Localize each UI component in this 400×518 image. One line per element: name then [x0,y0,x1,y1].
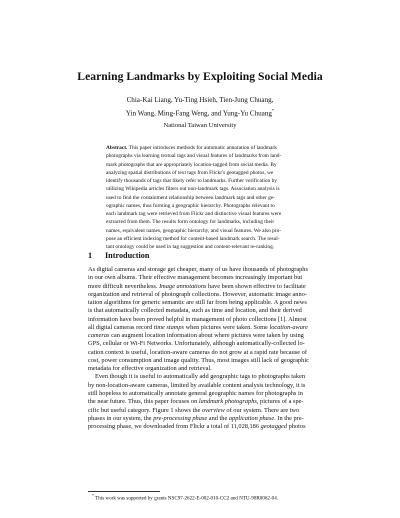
paragraph-1-line [88,291,314,299]
body-text [88,266,314,431]
paragraph-2-line [88,382,314,390]
author-list [0,96,400,119]
italic-term: location-aware [269,323,308,331]
abstract-line-text: photographs via learning textual tags and visual features of landmarks from land- [106,153,282,160]
footnote-text: This work was supported by grants NSC97-2622-E-002-010-CC2 and NTU-98R0062-04. [95,495,279,502]
paragraph-2-line [88,407,314,415]
section-title: Introduction [105,251,150,260]
abstract-line [106,202,296,210]
paragraph-1-line [88,307,314,315]
abstract-line-text: utilizing Wikipedia articles filters out non-landmark tags. Association analysis is [106,186,280,193]
paragraph-1-line [88,283,314,291]
text-run: tation algorithms for generic semantic are still far from being applicable. A good news [88,299,307,307]
abstract-line [106,169,296,177]
footnote-mark: * [92,494,94,498]
authors-line-1: Chia-Kai Liang, Yu-Ting Hsieh, Tien-Jung Chuang, [126,96,274,104]
abstract-line [106,218,296,226]
abstract-line-text: ographic names, thus forming a geographic hierarchy. Photographs relevant to [106,202,275,209]
abstract-line [106,152,296,160]
italic-term: pre-processing phase [153,414,208,422]
abstract-line-text: each landmark tag were retrieved from Flickr and distinctive visual features were [106,211,282,217]
text-run: can augment location information about where pictures were taken by using [109,332,304,340]
paragraph-2-line [88,373,314,381]
paragraph-1-line [88,274,314,282]
abstract-line [106,185,296,193]
italic-term: overview [201,406,225,414]
authors-line-2 [0,106,400,119]
abstract-line [106,144,296,152]
abstract-line-text: analyzing spatial distributions of text tags from Flickr's geotagged photos, we [106,169,274,176]
section-number: 1 [88,251,93,260]
text-run: . In the pre- [274,414,304,422]
paper-title: Learning Landmarks by Exploiting Social Media [77,70,323,83]
abstract-line [106,235,296,243]
paragraph-1-line [88,365,314,373]
abstract-line-text: pose an efficient indexing method for content-based landmark search. The resul- [106,235,280,242]
text-run: As digital cameras and storage get cheaper, many of us have thousands of photographs [88,266,308,273]
abstract-line [106,243,296,251]
authors-line-2-text: Yin Wang, Ming-Fang Weng, and Yung-Yu Chuang [125,108,272,117]
author-footnote-mark: * [271,107,275,113]
abstract [106,144,296,251]
abstract-line-text: names, equivalent names, geographic hierarchy, and visual features. We also pro- [106,227,282,234]
abstract-line-text: mark photographs that are appropriately location-tagged from social media. By [106,161,277,168]
abstract-line-text: tant ontology could be used in tag suggestion and content-relevant re-ranking. [106,244,275,250]
section-heading [88,251,149,260]
abstract-line-text: This paper introduces methods for automatic annotation of landmark [128,145,277,151]
abstract-line [106,227,296,235]
italic-term: application phase [228,414,275,422]
paragraph-1-line [88,299,314,307]
paragraph-2-line [88,423,314,431]
text-run: all digital cameras record [88,323,154,331]
text-run: in our own albums. Their effective management becomes increasingly important but [88,274,303,282]
paragraph-1-line [88,340,314,348]
abstract-label: Abstract. [106,145,128,151]
text-run: is that automatically collected metadata, such as time and location, and their derived [88,307,302,315]
abstract-line [106,161,296,169]
abstract-line-text: extracted from them. The results form ontology for landmarks, including their [106,219,275,226]
text-run: of our system. There are two [224,406,300,414]
text-run: cation context is useful, location-aware cameras do not grow at a rapid rate because of [88,348,307,356]
text-run: by non-location-aware cameras, limited by available content analysis technology, it is [88,381,306,389]
paragraph-1-line [88,349,314,357]
abstract-line [106,210,296,218]
paragraph-1-line [88,357,314,365]
footnote [92,494,278,502]
abstract-line-text: identify thousands of tags that likely refer to landmarks. Further verification by [106,178,277,184]
italic-term: cameras [88,332,110,340]
text-run: and the [207,414,229,422]
text-run: cific but useful category. Figure 1 shows the [88,406,202,414]
text-run: Even though it is useful to automatically add geographic tags to photographs taken [95,373,306,381]
paragraph-1-line [88,324,314,332]
italic-term: time stamps [153,323,185,331]
italic-term: landmark photographs [198,398,257,406]
text-run: cost, power consumption and image quality. Thus, most images still lack of geographic [88,356,309,364]
abstract-line [106,194,296,202]
footnote-rule [88,491,160,492]
italic-term: geotagged [260,423,288,431]
text-run: when pictures were taken. Some [184,323,270,331]
text-run: organization and retrieval of photograph collections. However, automatic image anno- [88,290,307,298]
paragraph-2-line [88,398,314,406]
text-run: processing phase, we downloaded from Flickr a total of 11,028,186 [88,423,261,431]
paragraph-2-line [88,390,314,398]
paragraph-2-line [88,415,314,423]
text-run: GPS, cellular or Wi-Fi Networks. Unfortunately, although automatically-collected lo- [88,340,305,348]
abstract-line-text: used to find the containment relationship between landmark tags and other ge- [106,194,276,201]
text-run: metadata for effective organization and retrieval. [88,365,212,373]
paragraph-1-line [88,266,314,274]
affiliation: National Taiwan University [163,122,237,129]
text-run: photos [287,423,306,431]
italic-term: Image annotations [159,282,207,290]
text-run: phases in our system, the [88,414,154,422]
text-run: have been shown effective to facilitate [206,282,306,290]
text-run: , pictures of a spe- [256,398,304,406]
abstract-line [106,177,296,185]
text-run: information have been proved helpful in management of photo collections [1]. Almost [88,315,307,323]
text-run: the near future. Thus, this paper focuses on [88,398,199,406]
paragraph-1-line [88,332,314,340]
text-run: more difficult nevertheless. [88,282,160,290]
paragraph-1-line [88,316,314,324]
text-run: still hopeless to automatically annotate general geographic names for photographs in [88,389,303,397]
